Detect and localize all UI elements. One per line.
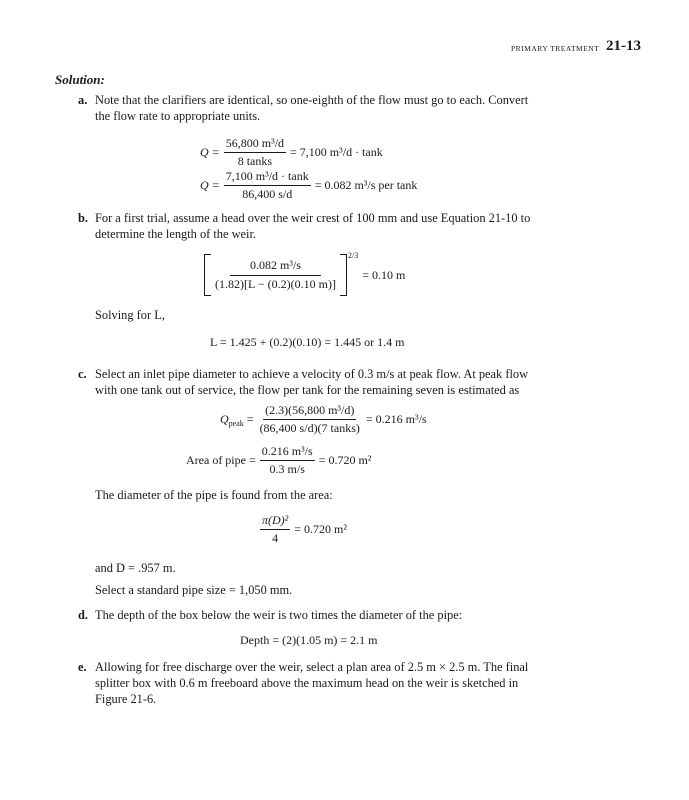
pipe-size-text: Select a standard pipe size = 1,050 mm.	[95, 583, 293, 597]
fraction-denominator: 4	[272, 531, 279, 545]
equation-rhs: = 7,100 m³/d · tank	[290, 145, 383, 159]
subscript: peak	[228, 419, 244, 428]
equation-lhs: $Q_{peak}$ =	[220, 412, 254, 428]
fraction-denominator: (1.82)[L − (0.2)(0.10 m)]	[215, 277, 336, 291]
equation-rhs: = 0.720 m²	[294, 522, 347, 536]
fraction-numerator: π(D)²	[260, 513, 290, 530]
diameter-result-text: and D = .957 m.	[95, 561, 176, 575]
page-number: 21-13	[606, 38, 641, 54]
fraction-denominator: 86,400 s/d	[242, 187, 293, 201]
part-e-text	[95, 659, 535, 707]
equation-flow-per-tank	[200, 136, 383, 169]
fraction-denominator: 0.3 m/s	[269, 462, 305, 476]
equation-box-depth: Depth = (2)(1.05 m) = 2.1 m	[240, 633, 378, 647]
part-e-text-line: Allowing for free discharge over the weir, select a plan area of 2.5 m × 2.5 m. The final	[95, 660, 529, 674]
part-b-text-line: determine the length of the weir.	[95, 227, 257, 241]
fraction	[260, 513, 290, 546]
fraction-numerator: 56,800 m³/d	[224, 136, 286, 153]
part-b-label: b.	[78, 211, 88, 225]
fraction	[260, 444, 315, 477]
fraction-numerator: (2.3)(56,800 m³/d)	[263, 403, 356, 420]
fraction-numerator: 0.216 m³/s	[260, 444, 315, 461]
part-c-text-line: Select an inlet pipe diameter to achieve a velocity of 0.3 m/s at peak flow. At peak flow	[95, 367, 529, 381]
variable: Q	[220, 412, 229, 426]
running-header-title: PRIMARY TREATMENT	[511, 44, 600, 53]
fraction	[224, 169, 311, 202]
part-c-text-line: with one tank out of service, the flow per tank for the remaining seven is estimated as	[95, 383, 520, 397]
fraction	[213, 258, 338, 292]
fraction-numerator: 7,100 m³/d · tank	[224, 169, 311, 186]
equation-rhs: = 0.10 m	[362, 267, 406, 282]
right-bracket	[340, 254, 347, 296]
equation-lhs: Area of pipe =	[186, 453, 256, 467]
fraction-numerator: 0.082 m³/s	[230, 258, 321, 276]
equation-weir-length	[204, 251, 406, 296]
part-a-text	[95, 92, 535, 124]
left-bracket	[204, 254, 211, 296]
part-e-text-line: splitter box with 0.6 m freeboard above the maximum head on the weir is sketched in	[95, 676, 519, 690]
part-a-text-line: Note that the clarifiers are identical, so one-eighth of the flow must go to each. Convert	[95, 93, 529, 107]
equation-rhs: = 0.720 m²	[318, 453, 372, 467]
equation-peak-flow	[220, 403, 427, 436]
exponent: 2/3	[347, 251, 359, 260]
part-d-label: d.	[78, 608, 88, 622]
fraction-denominator: (86,400 s/d)(7 tanks)	[259, 421, 360, 435]
equation-pipe-area	[186, 444, 371, 477]
part-b-text-line: For a first trial, assume a head over the weir crest of 100 mm and use Equation 21-10 to	[95, 211, 531, 225]
part-e-label: e.	[78, 660, 87, 674]
equation-rhs: = 0.082 m³/s per tank	[314, 178, 418, 192]
part-c-label: c.	[78, 367, 87, 381]
part-d-text: The depth of the box below the weir is two times the diameter of the pipe:	[95, 608, 463, 622]
fraction	[224, 136, 286, 169]
fraction	[258, 403, 362, 436]
equation-lhs: Q =	[200, 178, 220, 192]
equation-rhs: = 0.216 m³/s	[365, 412, 427, 426]
solution-heading: Solution:	[55, 72, 105, 87]
diameter-text: The diameter of the pipe is found from the area:	[95, 488, 333, 502]
part-a-text-line: the flow rate to appropriate units.	[95, 109, 261, 123]
part-a-label: a.	[78, 93, 88, 107]
equation-pipe-diameter	[260, 513, 347, 546]
part-e-text-line: Figure 21-6.	[95, 692, 157, 706]
equation-weir-length-result: L = 1.425 + (0.2)(0.10) = 1.445 or 1.4 m	[210, 335, 405, 349]
equation-flow-conversion	[200, 169, 417, 202]
part-b-text	[95, 210, 535, 242]
part-c-text	[95, 366, 535, 398]
fraction-denominator: 8 tanks	[237, 154, 273, 168]
solving-text: Solving for L,	[95, 308, 165, 322]
equation-lhs: Q =	[200, 145, 220, 159]
